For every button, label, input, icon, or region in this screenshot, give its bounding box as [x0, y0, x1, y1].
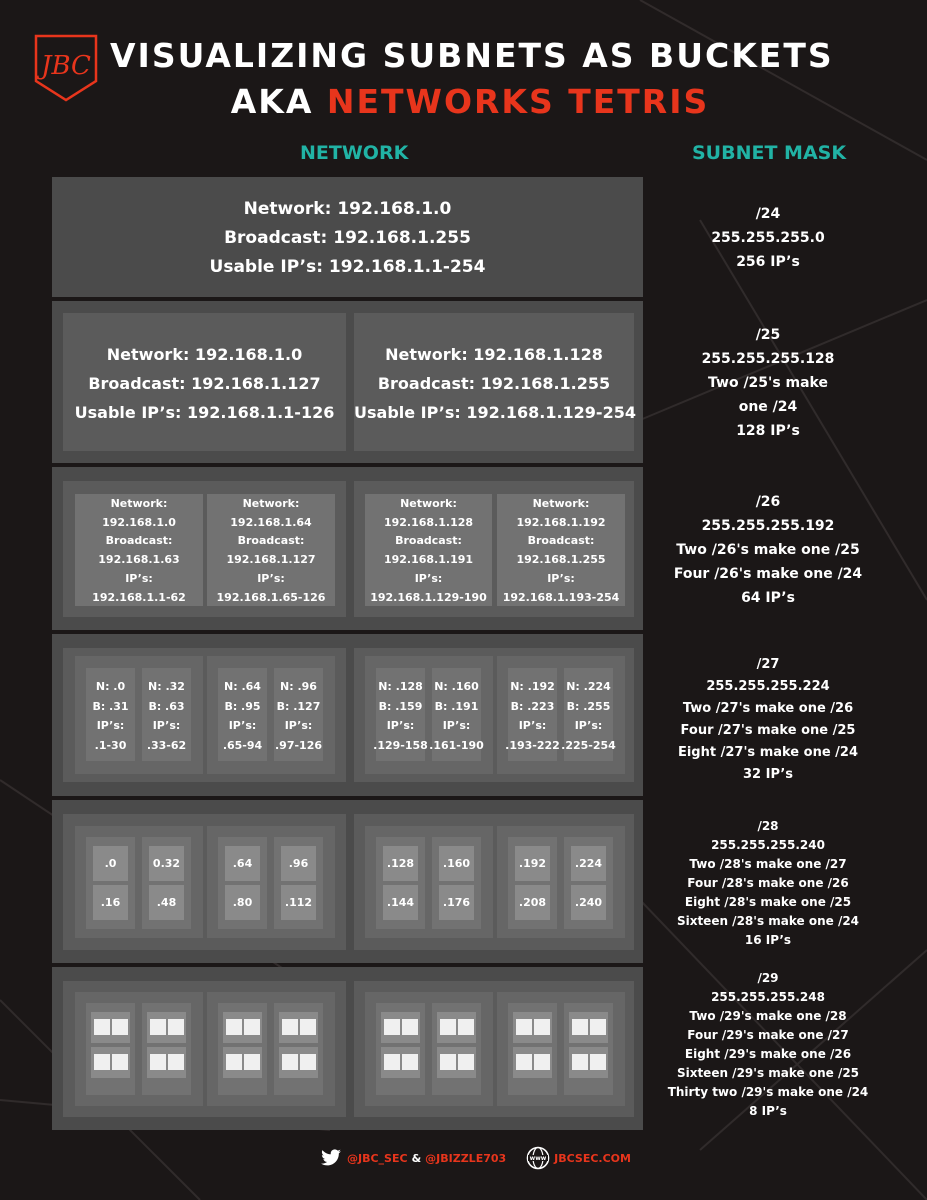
subnet-28-block: .176	[439, 885, 474, 920]
subnet-26-cell-line: Network:	[400, 497, 457, 510]
subnet-27-cell-line: .193-222	[505, 738, 560, 752]
subnet-27-cell-line: B: .127	[276, 699, 321, 713]
title-prefix: AKA	[230, 82, 314, 121]
subnet-27-cell	[86, 668, 135, 761]
mask-line: /24	[755, 206, 781, 222]
subnet-28-block: .80	[225, 885, 260, 920]
subnet-29-square	[516, 1019, 532, 1035]
subnet-26-cell-line: 192.168.1.128	[383, 515, 474, 529]
subnet-29-square	[440, 1054, 456, 1070]
mask-line: 255.255.255.224	[706, 679, 830, 694]
subnet-28-block: .224	[571, 846, 606, 881]
mask-24	[652, 202, 884, 274]
mask-25	[652, 323, 884, 443]
mask-26	[652, 490, 884, 610]
subnet-28-block: .160	[439, 846, 474, 881]
subnet-26-cell	[365, 494, 492, 606]
mask-line: 255.255.255.192	[701, 518, 835, 534]
subnet-29-square	[112, 1054, 128, 1070]
row25-left-usable: Usable IP’s: 192.168.1.1-126	[74, 403, 335, 422]
twitter-handle-jbizzle[interactable]: @JBIZZLE703	[425, 1151, 507, 1165]
subnet-29-square	[150, 1019, 166, 1035]
mask-line: 255.255.255.248	[711, 990, 825, 1004]
subnet-27-cell-line: N: .32	[148, 680, 185, 693]
subnet-27-cell-line: N: .192	[510, 680, 555, 693]
subnet-27-cell	[373, 668, 428, 761]
mask-line: Eight /29's make one /26	[684, 1047, 852, 1061]
subnet-26-cell	[75, 494, 203, 606]
subnet-29-square	[150, 1054, 166, 1070]
subnet-29-square	[226, 1019, 242, 1035]
subnet-27-cell-line: N: .128	[378, 680, 423, 693]
subnet-27-cell-line: B: .31	[92, 699, 129, 713]
subnet-29-square	[572, 1054, 588, 1070]
mask-line: Thirty two /29's make one /24	[667, 1085, 869, 1099]
row25-right-usable: Usable IP’s: 192.168.1.129-254	[354, 403, 636, 422]
subnet-26-cell-line: 192.168.1.127	[226, 553, 316, 567]
mask-line: Two /25's make	[708, 375, 828, 391]
subnet-26-cell-line: 192.168.1.1-62	[92, 590, 186, 604]
twitter-handle-jbc[interactable]: @JBC_SEC	[347, 1151, 408, 1165]
subnet-28-block: .192	[515, 846, 550, 881]
mask-line: Two /26's make one /25	[676, 542, 860, 558]
globe-www-text: www	[529, 1155, 547, 1162]
subnet-29-square	[168, 1019, 184, 1035]
subnet-28-block: .48	[149, 885, 184, 920]
subnet-27-cell	[274, 668, 323, 761]
subnet-29-square	[402, 1019, 418, 1035]
subnet-28-block: 0.32	[149, 846, 184, 881]
mask-28	[652, 817, 884, 950]
subnet-27-cell-line: .33-62	[146, 738, 187, 752]
subnet-29-square	[590, 1054, 606, 1070]
subnet-27-cell-line: .65-94	[222, 738, 263, 752]
subnet-29-square	[590, 1019, 606, 1035]
mask-line: 128 IP’s	[736, 423, 800, 439]
subnet-29-square	[282, 1019, 298, 1035]
subnet-27-cell-line: .161-190	[429, 738, 484, 752]
subnet-29-square	[94, 1054, 110, 1070]
subnet-29-square	[168, 1054, 184, 1070]
subnet-row-25	[52, 301, 643, 463]
subnet-27-cell-line: B: .159	[378, 699, 423, 713]
subnet-26-cell-line: 192.168.1.63	[98, 553, 180, 567]
mask-line: Eight /27's make one /24	[677, 745, 859, 760]
subnet-27-cell-line: IP’s:	[574, 719, 603, 732]
subnet-26-cell-line: 192.168.1.191	[383, 553, 474, 567]
subnet-27-cell-line: B: .223	[510, 699, 555, 713]
mask-line: /28	[757, 819, 779, 833]
subnet-27-cell-line: IP’s:	[518, 719, 547, 732]
subnet-26-cell-line: 192.168.1.193-254	[502, 590, 620, 604]
subnet-26-cell-line: Broadcast:	[527, 534, 595, 548]
subnet-27-cell-line: IP’s:	[152, 719, 181, 732]
subnet-27-cell-line: N: .0	[95, 680, 126, 693]
subnet-26-cell-line: IP’s:	[414, 571, 443, 585]
twitter-icon[interactable]	[320, 1149, 342, 1167]
subnet-29-square	[458, 1019, 474, 1035]
subnet-28-block: .112	[281, 885, 316, 920]
subnet-27-cell	[505, 668, 560, 761]
mask-line: Sixteen /29's make one /25	[676, 1066, 860, 1080]
mask-line: 64 IP’s	[741, 590, 795, 606]
subnet-25-right	[354, 313, 634, 451]
subnet-27-cell-line: .225-254	[561, 738, 616, 752]
subnet-26-cell-line: 192.168.1.64	[230, 515, 312, 529]
subnet-27-cell-line: B: .255	[566, 699, 611, 713]
subnet-29-square	[112, 1019, 128, 1035]
subnet-27-cell-line: IP’s:	[442, 719, 471, 732]
subnet-26-cell-line: 192.168.1.255	[516, 553, 606, 567]
subnet-27-cell-line: IP’s:	[96, 719, 125, 732]
subnet-row-24	[52, 177, 643, 297]
mask-line: Two /27's make one /26	[682, 701, 854, 716]
subnet-29-square	[244, 1054, 260, 1070]
subnet-25-left	[63, 313, 346, 451]
website-link[interactable]: JBCSEC.COM	[554, 1151, 631, 1165]
mask-line: 256 IP’s	[736, 254, 800, 270]
subnet-26-cell-line: 192.168.1.65-126	[216, 590, 326, 604]
network-column-header: NETWORK	[300, 142, 409, 164]
subnet-27-cell-line: .129-158	[373, 738, 428, 752]
subnet-26-cell-line: Broadcast:	[237, 534, 305, 548]
subnet-27-cell	[561, 668, 616, 761]
mask-27	[652, 654, 884, 786]
subnet-26-cell-line: 192.168.1.0	[102, 515, 176, 529]
mask-line: Four /28's make one /26	[687, 876, 849, 890]
subnet-29-square	[94, 1019, 110, 1035]
mask-line: /26	[755, 494, 781, 510]
subnet-26-cell-line: IP’s:	[257, 571, 285, 585]
subnet-26-cell-line: 192.168.1.192	[516, 515, 606, 529]
footer-ampersand: &	[411, 1151, 422, 1165]
subnet-29-square	[402, 1054, 418, 1070]
globe-icon[interactable]	[526, 1146, 550, 1170]
mask-line: 32 IP’s	[742, 767, 794, 782]
mask-line: Four /27's make one /25	[680, 723, 856, 738]
mask-line: 8 IP’s	[749, 1104, 787, 1118]
row24-broadcast: Broadcast: 192.168.1.255	[224, 228, 471, 248]
subnet-27-cell-line: B: .191	[434, 699, 479, 713]
mask-line: Four /29's make one /27	[687, 1028, 849, 1042]
subnet-28-block: .64	[225, 846, 260, 881]
subnet-28-block: .96	[281, 846, 316, 881]
subnet-27-cell-line: N: .224	[566, 680, 611, 693]
subnet-27-cell-line: .1-30	[94, 738, 127, 752]
subnet-26-cell-line: 192.168.1.129-190	[370, 590, 487, 604]
subnet-26-cell-line: Network:	[110, 497, 168, 510]
subnet-27-cell-line: N: .64	[224, 680, 261, 693]
subnet-28-block: .240	[571, 885, 606, 920]
subnet-29-square	[440, 1019, 456, 1035]
subnet-27-cell	[142, 668, 191, 761]
subnet-27-cell-line: B: .95	[224, 699, 261, 713]
subnet-26-cell	[497, 494, 625, 606]
title-accent: NETWORKS TETRIS	[326, 82, 710, 121]
subnet-28-block: .208	[515, 885, 550, 920]
subnet-27-cell-line: IP’s:	[284, 719, 313, 732]
subnet-26-cell-line: Network:	[242, 497, 300, 510]
mask-line: /25	[755, 327, 781, 343]
subnet-27-cell-line: B: .63	[148, 699, 185, 713]
mask-29	[652, 969, 884, 1121]
subnet-27-cell-line: .97-126	[274, 738, 322, 752]
subnet-27-cell-line: N: .160	[434, 680, 479, 693]
footer	[320, 1147, 631, 1169]
mask-line: 255.255.255.240	[711, 838, 825, 852]
subnet-28-block: .0	[93, 846, 128, 881]
mask-line: /29	[757, 971, 779, 985]
subnet-29-square	[300, 1019, 316, 1035]
subnet-26-cell-line: Broadcast:	[395, 534, 462, 548]
subnet-26-cell-line: Broadcast:	[105, 534, 173, 548]
mask-line: /27	[756, 657, 780, 672]
subnet-26-cell	[207, 494, 335, 606]
subnet-26-cell-line: Network:	[532, 497, 590, 510]
subnet-29-square	[458, 1054, 474, 1070]
row25-right-network: Network: 192.168.1.128	[385, 345, 603, 364]
subnet-27-cell-line: IP’s:	[386, 719, 415, 732]
mask-line: 255.255.255.128	[701, 351, 835, 367]
page-title-line2	[110, 82, 830, 121]
mask-line: Sixteen /28's make one /24	[676, 914, 860, 928]
subnet-29-square	[516, 1054, 532, 1070]
row25-left-broadcast: Broadcast: 192.168.1.127	[88, 374, 321, 393]
row24-usable: Usable IP’s: 192.168.1.1-254	[209, 257, 486, 277]
page-title-line1: VISUALIZING SUBNETS AS BUCKETS	[110, 36, 834, 75]
subnet-28-block: .128	[383, 846, 418, 881]
subnet-26-cell-line: IP’s:	[125, 571, 153, 585]
mask-line: 16 IP’s	[744, 933, 792, 947]
mask-line: one /24	[738, 399, 798, 415]
logo-text: JBC	[41, 51, 91, 81]
mask-line: Eight /28's make one /25	[684, 895, 852, 909]
subnet-28-block: .16	[93, 885, 128, 920]
subnet-29-square	[534, 1019, 550, 1035]
subnet-28-block: .144	[383, 885, 418, 920]
mask-line: Two /29's make one /28	[689, 1009, 847, 1023]
subnet-29-square	[384, 1054, 400, 1070]
subnet-29-square	[282, 1054, 298, 1070]
subnet-27-cell	[218, 668, 267, 761]
mask-line: Four /26's make one /24	[673, 566, 863, 582]
subnet-26-cell-line: IP’s:	[547, 571, 575, 585]
subnet-27-cell	[429, 668, 484, 761]
subnet-27-cell-line: N: .96	[280, 680, 317, 693]
mask-line: Two /28's make one /27	[689, 857, 847, 871]
row25-left-network: Network: 192.168.1.0	[106, 345, 303, 364]
subnet-29-square	[226, 1054, 242, 1070]
subnet-29-square	[300, 1054, 316, 1070]
logo-badge-icon	[33, 33, 99, 103]
subnet-mask-column-header: SUBNET MASK	[692, 142, 847, 164]
subnet-27-cell-line: IP’s:	[228, 719, 257, 732]
mask-line: 255.255.255.0	[711, 230, 825, 246]
subnet-29-square	[384, 1019, 400, 1035]
subnet-29-square	[244, 1019, 260, 1035]
subnet-29-square	[534, 1054, 550, 1070]
row25-right-broadcast: Broadcast: 192.168.1.255	[377, 374, 611, 393]
row24-network: Network: 192.168.1.0	[243, 199, 452, 219]
subnet-29-square	[572, 1019, 588, 1035]
